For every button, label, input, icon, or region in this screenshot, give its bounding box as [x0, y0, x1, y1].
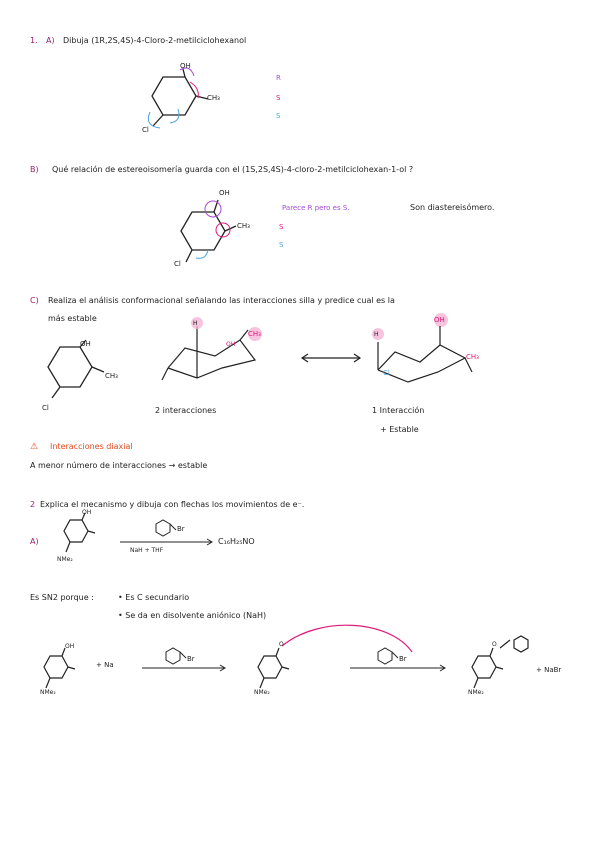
- q1c-oh-label: OH: [80, 340, 91, 348]
- q1a-cyclohexane-ring: [152, 69, 208, 126]
- q1b-cl-label: Cl: [174, 260, 181, 268]
- chair-left: [162, 326, 255, 380]
- chair-left-oh-label: OH: [226, 341, 236, 348]
- mech-o-label: O: [279, 641, 284, 648]
- chair-right-cl-label: Cl: [383, 369, 390, 377]
- mech-br-label-1: Br: [187, 655, 195, 663]
- equilibrium-arrow: [302, 354, 360, 362]
- q1a-legend-3: S: [276, 112, 281, 120]
- chair-right-h-label: H: [374, 331, 379, 338]
- chair-right-caption2: + Estable: [380, 425, 419, 434]
- q1c-cl-label: Cl: [42, 404, 49, 412]
- na-plus: + Na: [96, 661, 114, 669]
- q2-product-formula: C₁₆H₂₅NO: [218, 537, 255, 546]
- mech-nme2-label-3: NMe₂: [468, 689, 484, 696]
- q1c-prompt-line2: más estable: [48, 314, 97, 323]
- mech-product-o-label: O: [492, 641, 497, 648]
- chair-right-oh-label: OH: [434, 316, 445, 324]
- warning-icon: ⚠: [30, 442, 39, 452]
- electron-flow-arrow: [282, 625, 412, 652]
- question-number-1: 1.: [30, 36, 38, 45]
- part-b-label: B): [30, 165, 39, 174]
- mech-oh-label: OH: [65, 643, 75, 650]
- q1a-legend-2: S: [276, 94, 281, 102]
- mech-reactant: [44, 648, 75, 688]
- mech-arrow-1: [142, 648, 225, 671]
- byproduct-nabr: + NaBr: [536, 666, 562, 674]
- q2-nme2-label: NMe₂: [57, 556, 73, 563]
- q2-prompt: Explica el mecanismo y dibuja con flechas los movimientos de e⁻.: [40, 500, 305, 509]
- q1b-prompt: Qué relación de estereoisomería guarda con el (1S,2S,4S)-4-cloro-2-metilciclohexan-1-ol ?: [52, 165, 414, 174]
- q1a-legend-1: R: [276, 74, 281, 82]
- sn2-reason-2: • Se da en disolvente aniónico (NaH): [118, 611, 267, 620]
- chair-left-h-label: H: [193, 320, 198, 327]
- warning-title: Interacciones diaxial: [50, 442, 133, 451]
- mech-br-label-2: Br: [399, 655, 407, 663]
- q1b-legend-2: S: [279, 241, 284, 249]
- q1a-cl-label: Cl: [142, 126, 149, 134]
- diaxial-highlights: [191, 313, 448, 341]
- q2a-molecule: [64, 513, 95, 552]
- part-a-label: A): [46, 36, 55, 45]
- q1a-oh-label: OH: [180, 62, 191, 70]
- chair-right-caption1: 1 Interacción: [372, 406, 425, 415]
- q1a-ch3-label: CH₃: [207, 94, 220, 102]
- mech-nme2-label-2: NMe₂: [254, 689, 270, 696]
- q2-br-label: Br: [177, 525, 185, 533]
- mech-nme2-label-1: NMe₂: [40, 689, 56, 696]
- chair-left-ch3-label: CH₃: [248, 330, 261, 338]
- q1b-legend-1: S: [279, 223, 284, 231]
- q2-part-a-label: A): [30, 537, 39, 546]
- q1b-oh-label: OH: [219, 189, 230, 197]
- mech-product: [472, 636, 528, 688]
- mech-alkoxide: [258, 648, 289, 688]
- stability-rule: A menor número de interacciones → estable: [30, 461, 208, 470]
- q1a-prompt: Dibuja (1R,2S,4S)-4-Cloro-2-metilciclohexanol: [63, 36, 247, 45]
- benzyl-bromide-1: [156, 520, 176, 536]
- mech-arrow-2: [350, 648, 445, 671]
- q1b-ch3-label: CH₃: [237, 222, 250, 230]
- q2-conditions: NaH + THF: [130, 547, 164, 554]
- q1c-ch3-label: CH₃: [105, 372, 118, 380]
- chair-right-ch3-label: CH₃: [466, 353, 479, 361]
- q1c-prompt-line1: Realiza el análisis conformacional señalando las interacciones silla y predice cual es la: [48, 296, 395, 305]
- sn2-reason-1: • Es C secundario: [118, 593, 190, 602]
- q1b-note: Parece R pero es S.: [282, 204, 350, 212]
- q1b-cyclohexane-ring: [181, 200, 236, 262]
- sn2-title: Es SN2 porque :: [30, 593, 94, 602]
- q1c-flat-ring: [48, 340, 104, 398]
- part-c-label: C): [30, 296, 39, 305]
- chair-left-caption: 2 interacciones: [155, 406, 217, 415]
- question-number-2: 2: [30, 500, 36, 509]
- q1b-answer: Son diastereisómero.: [410, 203, 495, 212]
- q2-oh-label: OH: [82, 509, 92, 516]
- reaction-arrow-1: [120, 539, 212, 545]
- chair-right: [378, 326, 472, 382]
